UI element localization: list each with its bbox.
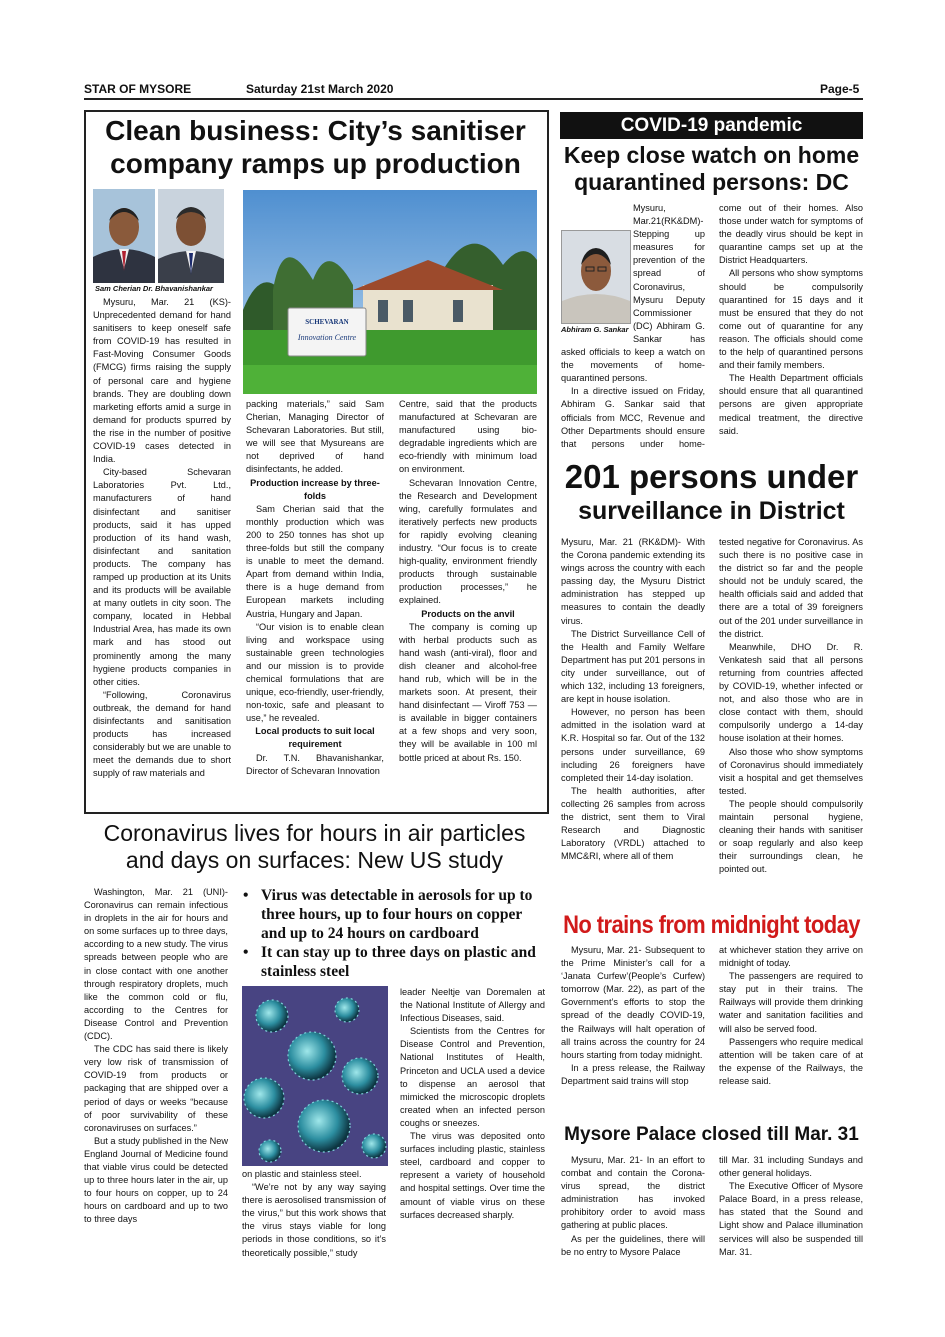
story-surveillance-col-1 xyxy=(561,536,705,902)
paragraph: on plastic and stainless steel. xyxy=(242,1169,362,1179)
story-palace-headline: Mysore Palace closed till Mar. 31 xyxy=(564,1124,859,1145)
highlight-bullet-1: • Virus was detectable in aerosols for up to three hours, up to four hours on copper and up to 24 hours on cardboard xyxy=(239,886,547,943)
subheading: Products on the anvil xyxy=(421,608,515,619)
section-banner: COVID-19 pandemic xyxy=(560,112,863,139)
story-trains-headline: No trains from midnight today xyxy=(563,910,860,939)
portrait-caption: Abhiram G. Sankar xyxy=(561,325,629,334)
header-rule xyxy=(84,98,863,100)
paragraph: The virus was deposited onto surfaces including plastic, stainless steel, cardboard and copper to represent a variety of household and hospital settings. Over time the amount of viable virus on these surfaces decreased sharply. xyxy=(400,1131,545,1220)
subheading: Production increase by three-folds xyxy=(250,477,380,501)
paragraph: Mysuru, Mar. 21 (RK&DM)- With the Corona pandemic extending its wings across the country with each passing day, the Mysuru District administration has stepped up measures to contain the deadly virus. xyxy=(561,537,705,626)
paragraph: Passengers who require medical attention will be taken care of at the expense of the Railways, the release said. xyxy=(719,1036,863,1086)
story-us-study-col-1 xyxy=(84,886,228,1270)
sign-line-1: SCHEVARAN xyxy=(305,318,349,326)
paragraph: Mysuru, Mar. 21 (KS)- Unprecedented demand for hand sanitisers to keep oneself safe from COVID-19 has resulted in Fast-Moving Consumer Goods (FMCG) firms raising the supply of personal care and hygiene brands. They are doubling down marketing efforts amid a surge in demand for products spurred by the rise in the number of positive COVID-19 cases detected in India. xyxy=(93,297,231,465)
paragraph: “Following, Coronavirus outbreak, the demand for hand disinfectants and sanitisation products has increased considerably but we are unable to meet the demands due to short supply of raw materials and xyxy=(93,689,231,779)
paragraph: Meanwhile, DHO Dr. R. Venkatesh said that all persons returning from countries affected by COVID-19, whether infected or not, and also those who are in close contact with them, should compulsorily undergo a 14-day house isolation at their homes. xyxy=(719,641,863,744)
paragraph: Mysuru, Mar. 21- In an effort to combat and contain the Corona-virus spread, the district administration has invoked prohibitory order to avoid mass gathering at public places. xyxy=(561,1155,705,1231)
paragraph: Mysuru, Mar.21(RK&DM)- Stepping up measures for prevention of the spread of Coronavirus, Mysuru Deputy Commissioner (DC) Abhiram G. Sankar has asked officials to keep a watch on the movements of home-quarantined persons. xyxy=(561,203,705,384)
headline-line-2: surveillance in District xyxy=(578,497,845,525)
paragraph: The Health Department officials should ensure that all quarantined persons are given appropriate medical treatment, the directive said. xyxy=(719,373,863,436)
page-number: Page-5 xyxy=(820,82,860,96)
paragraph: The company is coming up with herbal products such as hand wash (anti-viral), floor and dish cleaner and alcohol-free hand rub, which will be in the markets soon. At present, their hand disinfectant — Viroff 753 — is available in bigger containers at a few shops and very soon, they will be available in 100 ml bottle priced at about Rs. 150. xyxy=(399,621,537,763)
subheading: Local products to suit local requirement xyxy=(255,726,375,750)
paragraph: “We’re not by any way saying there is aerosolised transmission of the virus,” but this work shows that the virus stays viable for long periods in those conditions, so it’s theoretically possible,” study xyxy=(242,1182,386,1258)
portraits-caption: Sam Cherian Dr. Bhavanishankar xyxy=(95,284,213,293)
paragraph: But a study published in the New England Journal of Medicine found that viable virus could be detected up to three hours later in the air, up to four hours on copper, up to 24 hours on cardboard and up to two to three days xyxy=(84,1135,228,1225)
issue-date: Saturday 21st March 2020 xyxy=(246,82,394,96)
story-surveillance-col-2 xyxy=(719,536,863,902)
story-sanitiser-col-2 xyxy=(246,398,384,804)
story-us-study-highlights xyxy=(239,886,547,981)
paragraph: The people should compulsorily maintain personal hygiene, cleaning their hands with sanitiser or soap regularly and also keep their surroundings clean, he pointed out. xyxy=(719,798,863,875)
highlight-bullet-2: • It can stay up to three days on plastic and stainless steel xyxy=(239,943,547,981)
photo-float-spacer xyxy=(561,202,633,338)
paragraph: Also those who show symptoms of Coronavirus should immediately visit a hospital and get themselves tested. xyxy=(719,746,863,796)
story-sanitiser-col-1 xyxy=(93,296,231,804)
story-sanitiser-headline xyxy=(88,114,543,180)
paragraph: The health authorities, after collecting 26 samples from across the district, sent them to Viral Research and Diagnostic Laboratory (VRDL) attached to MMC&RI, where all of them xyxy=(561,785,705,862)
paragraph: The CDC has said there is likely very low risk of transmission of COVID-19 from products or packaging that are shipped over a period of days or weeks “because of poor survivability of these coronaviruses on surfaces.” xyxy=(84,1044,228,1133)
story-palace-col-1 xyxy=(561,1154,705,1270)
paragraph: till Mar. 31 including Sundays and other general holidays. xyxy=(719,1155,863,1179)
paragraph: come out of their homes. Also those under watch for symptoms of the deadly virus should be kept in quarantine camps set up at the District Headquarters. xyxy=(719,203,863,266)
story-dc-headline xyxy=(560,142,863,196)
story-trains-col-2 xyxy=(719,944,863,1114)
paragraph: As per the guidelines, there will be no entry to Mysore Palace xyxy=(561,1233,705,1257)
photo-schevaran-innovation-centre xyxy=(243,190,537,394)
story-surveillance-headline xyxy=(560,458,863,526)
paragraph: Sam Cherian said that the monthly production which was 200 to 250 tonnes has shot up three-folds but still the company is unable to meet the demand. Apart from demand within India, there is a huge demand from European markets including Austria, Hungary and Japan. xyxy=(246,503,384,619)
portrait-sam-cherian xyxy=(93,189,155,283)
headline-line-2: company ramps up production xyxy=(110,148,521,180)
headline-line-2: quarantined persons: DC xyxy=(574,169,849,196)
headline-line-1: Coronavirus lives for hours in air particles xyxy=(103,820,526,846)
paragraph: leader Neeltje van Doremalen at the National Institute of Allergy and Infectious Diseases, said. xyxy=(400,987,545,1024)
paragraph: “Our vision is to enable clean living and workspace using sustainable green technologies and our mission is to provide chemical formulations that are unique, eco-friendly, user-friendly, non-toxic, safe and pleasant to use,” he revealed. xyxy=(246,621,384,724)
headline-line-1: Clean business: City’s sanitiser xyxy=(105,115,526,146)
story-palace-col-2 xyxy=(719,1154,863,1270)
photo-coronavirus-particles xyxy=(242,986,388,1166)
masthead-name: STAR OF MYSORE xyxy=(84,82,192,96)
paragraph: In a directive issued on Friday, Abhiram G. Sankar said that officials from MCC, Revenue and Other Departments should ensure that persons under home- xyxy=(561,386,705,449)
paragraph: tested negative for Coronavirus. As such there is no positive case in the district so far and the people should not be unduly scared, the health officials said and added that there are a total of 39 foreigners out of the 201 under surveillance in the district. xyxy=(719,537,863,639)
story-us-study-headline xyxy=(84,820,545,874)
paragraph: The Executive Officer of Mysore Palace Board, in a press release, has stated that the Sound and Light show and Palace illumination services will also be suspended till Mar. 31. xyxy=(719,1181,863,1257)
story-us-study-col-2 xyxy=(242,1168,386,1270)
paragraph: However, no person has been admitted in the isolation ward at K.R. Hospital so far. Out of the 132 persons under surveillance, 69 including 26 foreigners have completed their 14-day isolation. xyxy=(561,707,705,783)
headline-line-2: and days on surfaces: New US study xyxy=(125,847,504,874)
portrait-bhavanishankar xyxy=(158,189,224,283)
paragraph: Dr. T.N. Bhavanishankar, Director of Schevaran Innovation xyxy=(246,752,384,776)
paragraph: Mysuru, Mar. 21- Subsequent to the Prime Minister’s call for a ‘Janata Curfew’(People’s Curfew) tomorrow (Mar. 22), as part of the Government’s efforts to stop the spread of the deadly COVID-19, the Railways will halt operation of all trains across the country for 24 hours starting from today midnight. xyxy=(561,945,705,1060)
paragraph: Schevaran Innovation Centre, the Research and Development wing, carefully formulates and iteratively perfects new products for rapidly evolving cleaning industry. “Our focus is to create high-quality, environment friendly products through sustainable production processes,” he explained. xyxy=(399,477,537,606)
paragraph: Scientists from the Centres for Disease Control and Prevention, National Institutes of Health, Princeton and UCLA used a device to dispense an aerosol that mimicked the microscopic droplets created when an infected person coughs or sneezes. xyxy=(400,1026,545,1128)
paragraph: Washington, Mar. 21 (UNI)- Coronavirus can remain infectious in droplets in the air for hours and on some surfaces up to three days, according to a new study. The virus spreads between people who are in close contact with one another through respiratory droplets, much like the common cold or flu, according to the Centres for Disease Control and Prevention (CDC). xyxy=(84,887,228,1042)
story-sanitiser-col-3 xyxy=(399,398,537,804)
paragraph: The District Surveillance Cell of the Health and Family Welfare Department has put 201 persons in city under surveillance, out of which 132, including 13 foreigners, are kept in house isolation. xyxy=(561,628,705,705)
paragraph: packing materials,” said Sam Cherian, Managing Director of Schevaran Laboratories. But still, we will see that Mysureans are not deprived of hand disinfectants, he added. xyxy=(246,399,384,475)
headline-line-1: Keep close watch on home xyxy=(563,142,860,168)
paragraph: City-based Schevaran Laboratories Pvt. Ltd., manufacturers of hand disinfectant and sanitiser products, said it has upped production of its hand wash, disinfectant and sanitation products. The company has ramped up production at its Units and its products will be available at many outlets in city soon. The company, located in Hebbal Industrial Area, has made its own mark and has stood out prominently among the many hygiene products companies in other cities. xyxy=(93,467,231,687)
sign-line-2: Innovation Centre xyxy=(297,333,357,342)
paragraph: The passengers are required to stay put in their trains. The Railways will provide them drinking water and sanitation facilities and will also be served food. xyxy=(719,971,863,1034)
paragraph: Centre, said that the products manufactured at Schevaran are manufactured using bio-degradable ingredients which are eco-friendly with minimum load on environment. xyxy=(399,399,537,475)
story-trains-col-1 xyxy=(561,944,705,1114)
paragraph: All persons who show symptoms should be compulsorily quarantined for 15 days and it must be ensured that they do not come out of quarantine for any reason. The officials should come to the help of quarantined persons and their family members. xyxy=(719,268,863,371)
paragraph: at whichever station they arrive on midnight of today. xyxy=(719,945,863,969)
story-dc-col-2 xyxy=(719,202,863,450)
paragraph: In a press release, the Railway Department said trains will stop xyxy=(561,1062,705,1086)
story-us-study-col-3 xyxy=(400,986,545,1270)
story-dc-col-1 xyxy=(561,202,705,450)
headline-line-1: 201 persons under xyxy=(564,458,859,495)
